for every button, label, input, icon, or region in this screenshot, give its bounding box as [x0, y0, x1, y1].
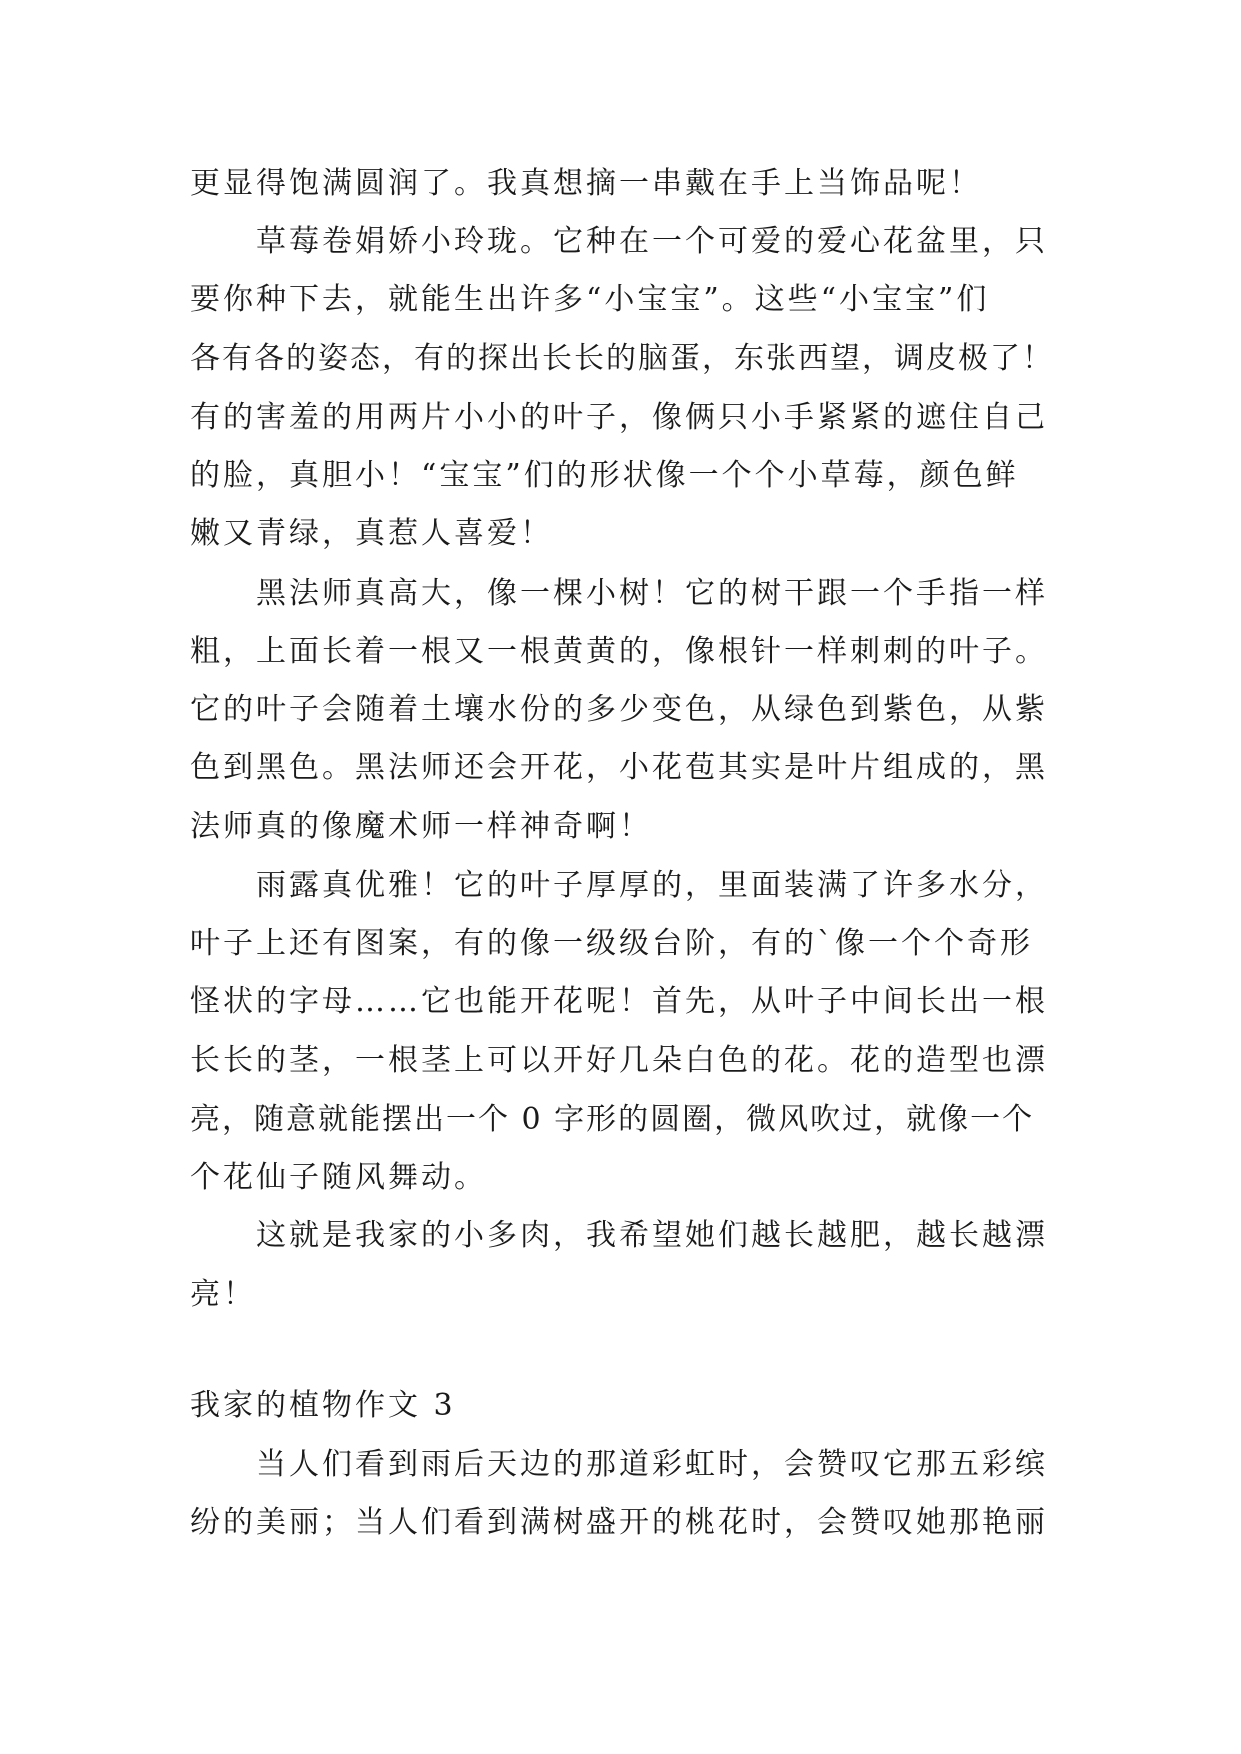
text-line-18: 个花仙子随风舞动。	[190, 1160, 487, 1195]
text-line-5: 有的害羞的用两片小小的叶子，像俩只小手紧紧的遮住自己	[190, 400, 1048, 435]
text-line-12: 法师真的像魔术师一样神奇啊！	[190, 809, 652, 844]
text-line-17: 亮，随意就能摆出一个 0 字形的圆圈，微风吹过，就像一个	[190, 1102, 1035, 1137]
text-line-15: 怪状的字母……它也能开花呢！首先，从叶子中间长出一根	[190, 984, 1048, 1019]
text-line-14: 叶子上还有图案，有的像一级级台阶，有的`像一个个奇形	[190, 926, 1033, 961]
text-line-20: 亮！	[190, 1277, 256, 1312]
text-line-10: 它的叶子会随着土壤水份的多少变色，从绿色到紫色，从紫	[190, 692, 1048, 727]
text-line-3: 要你种下去，就能生出许多“小宝宝”。这些“小宝宝”们	[190, 282, 990, 317]
text-line-4: 各有各的姿态，有的探出长长的脑蛋，东张西望，调皮极了！	[190, 341, 1054, 376]
text-line-16: 长长的茎，一根茎上可以开好几朵白色的花。花的造型也漂	[190, 1043, 1048, 1078]
text-line-19: 这就是我家的小多肉，我希望她们越长越肥，越长越漂	[256, 1218, 1048, 1253]
text-line-13: 雨露真优雅！它的叶子厚厚的，里面装满了许多水分，	[256, 868, 1048, 903]
text-line-1: 更显得饱满圆润了。我真想摘一串戴在手上当饰品呢！	[190, 166, 982, 201]
text-line-2: 草莓卷娟娇小玲珑。它种在一个可爱的爱心花盆里，只	[256, 224, 1048, 259]
text-line-8: 黑法师真高大，像一棵小树！它的树干跟一个手指一样	[256, 576, 1048, 611]
text-line-6: 的脸，真胆小！“宝宝”们的形状像一个个小草莓，颜色鲜	[190, 458, 1019, 493]
text-line-7: 嫩又青绿，真惹人喜爱！	[190, 516, 553, 551]
text-line-11: 色到黑色。黑法师还会开花，小花苞其实是叶片组成的，黑	[190, 750, 1048, 785]
text-line-22: 当人们看到雨后天边的那道彩虹时，会赞叹它那五彩缤	[256, 1447, 1048, 1482]
section-heading: 我家的植物作文 3	[190, 1388, 456, 1423]
text-line-23: 纷的美丽；当人们看到满树盛开的桃花时，会赞叹她那艳丽	[190, 1505, 1048, 1540]
text-line-9: 粗，上面长着一根又一根黄黄的，像根针一样刺刺的叶子。	[190, 634, 1048, 669]
